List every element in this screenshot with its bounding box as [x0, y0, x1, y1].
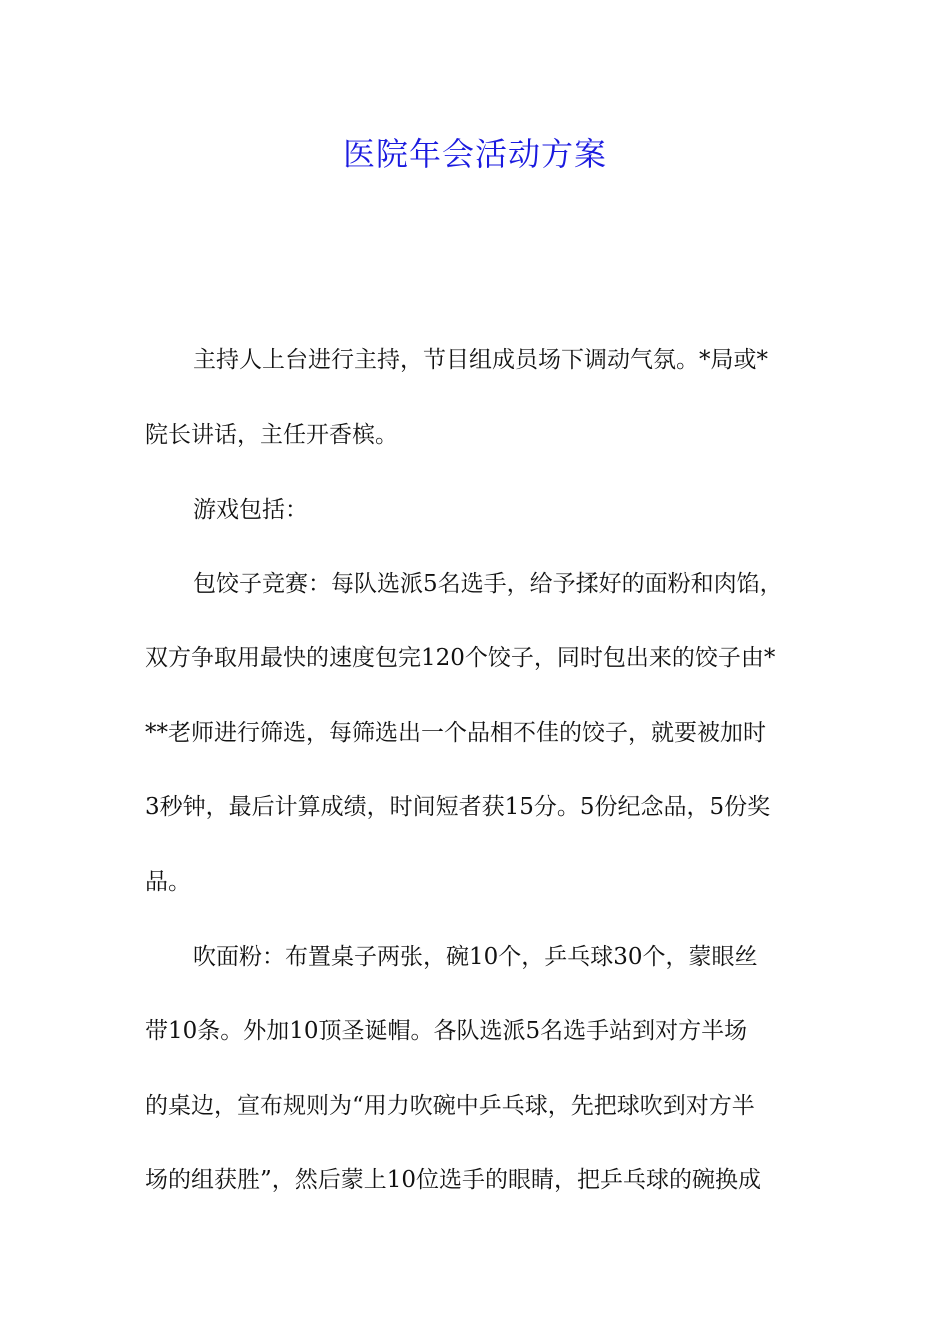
paragraph-line: 3秒钟，最后计算成绩，时间短者获15分。5份纪念品，5份奖: [145, 794, 771, 820]
paragraph-line: 主持人上台进行主持，节目组成员场下调动气氛。*局或*: [193, 347, 768, 373]
paragraph-line: 场的组获胜”，然后蒙上10位选手的眼睛，把乒乓球的碗换成: [145, 1167, 762, 1193]
document-title: 医院年会活动方案: [342, 135, 607, 173]
paragraph-line: 品。: [145, 869, 191, 895]
paragraph-line: 带10条。外加10顶圣诞帽。各队选派5名选手站到对方半场: [145, 1018, 748, 1044]
paragraph-line: 包饺子竞赛：每队选派5名选手，给予揉好的面粉和肉馅，: [193, 571, 783, 597]
paragraph-line: 游戏包括：: [193, 497, 308, 523]
paragraph-line: 的桌边，宣布规则为“用力吹碗中乒乓球，先把球吹到对方半: [145, 1093, 755, 1119]
paragraph-line: 吹面粉：布置桌子两张，碗10个，乒乓球30个，蒙眼丝: [193, 944, 758, 970]
paragraph-line: 院长讲话，主任开香槟。: [145, 422, 398, 448]
paragraph-line: **老师进行筛选，每筛选出一个品相不佳的饺子，就要被加时: [145, 720, 766, 746]
paragraph-line: 双方争取用最快的速度包完120个饺子，同时包出来的饺子由*: [145, 645, 776, 671]
